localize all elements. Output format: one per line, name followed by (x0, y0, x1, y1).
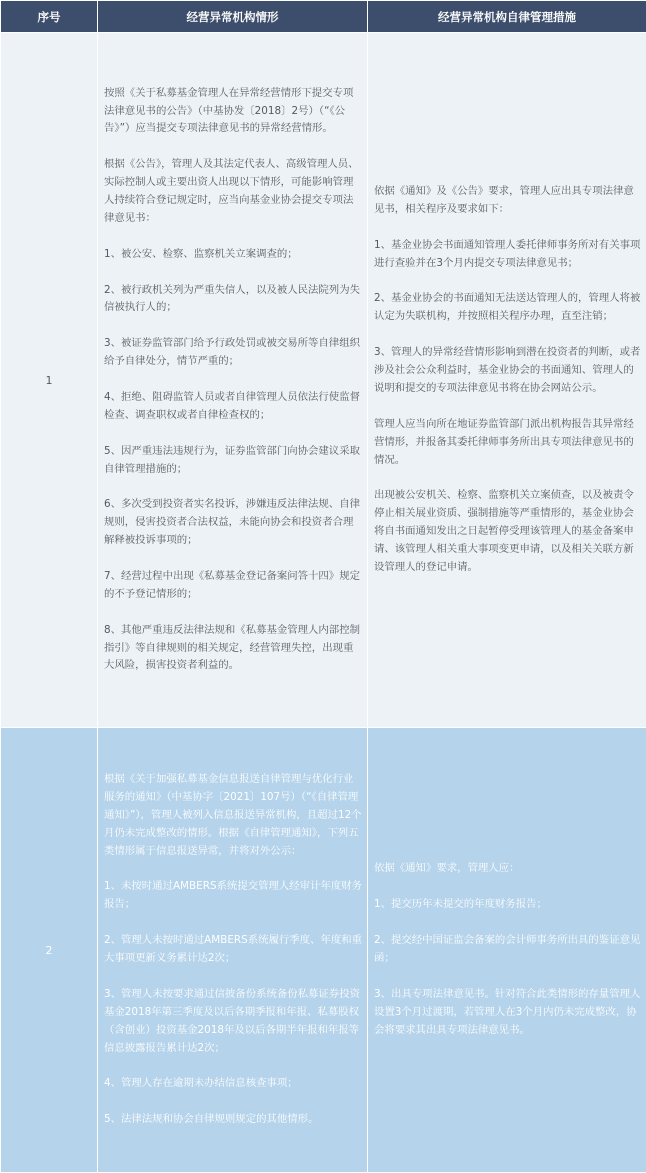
situation-paragraph: 2、被行政机关列为严重失信人，以及被人民法院列为失信被执行人的； (104, 283, 360, 314)
table-row (1, 33, 646, 728)
situation-paragraph: 1、未按时通过AMBERS系统提交管理人经审计年度财务报告； (104, 880, 363, 911)
measure-paragraph: 2、提交经中国证监会备案的会计师事务所出具的鉴证意见函； (374, 934, 641, 964)
situation-paragraph: 3、管理人未按要求通过信披备份系统备份私募证券投资基金2018年第三季度及以后各期季报和年报、私募股权（含创业）投资基金2018年及以后各期半年报和年报等信息披露报告累计达2次； (104, 987, 360, 1054)
measure-paragraph: 3、管理人的异常经营情形影响到潜在投资者的判断，或者涉及社会公众利益时，基金业协会的书面通知、管理人的说明和提交的专项法律意见书将在协会网站公示。 (374, 346, 641, 394)
header-self-regulatory-measures: 经营异常机构自律管理措施 (368, 1, 646, 33)
measure-paragraph: 2、基金业协会的书面通知无法送达管理人的，管理人将被认定为失联机构，并按照相关程序办理，直至注销； (374, 292, 641, 323)
measures-cell (368, 728, 646, 1173)
measure-paragraph: 1、提交历年未提交的年度财务报告； (374, 898, 547, 911)
situation-paragraph: 5、因严重违法违规行为，证券监管部门向协会建议采取自律管理措施的； (104, 444, 360, 475)
table-header-row (1, 1, 646, 33)
measure-paragraph: 依据《通知》及《公告》要求，管理人应出具专项法律意见书，相关程序及要求如下： (374, 185, 634, 215)
measure-paragraph: 3、出具专项法律意见书。针对符合此类情形的存量管理人设置3个月过渡期，若管理人在3个月内仍未完成整改，协会将要求其出具专项法律意见书。 (374, 987, 641, 1036)
situation-paragraph: 2、管理人未按时通过AMBERS系统履行季度、年度和重大事项更新义务累计达2次； (104, 934, 363, 964)
situation-paragraph: 4、拒绝、阻碍监管人员或者自律管理人员依法行使监督检查、调查职权或者自律检查权的； (104, 390, 360, 421)
situation-paragraph: 3、被证券监管部门给予行政处罚或被交易所等自律组织给予自律处分，情节严重的； (104, 337, 360, 368)
header-serial-number: 序号 (1, 1, 98, 33)
situation-paragraph: 6、多次受到投资者实名投诉，涉嫌违反法律法规、自律规则，侵害投资者合法权益，未能向协会和投资者合理解释被投诉事项的； (104, 498, 360, 547)
situation-paragraph: 4、管理人存在逾期未办结信息核查事项； (104, 1077, 298, 1090)
situations-cell (98, 728, 368, 1173)
row-number: 1 (1, 33, 98, 728)
measure-paragraph: 1、基金业协会书面通知管理人委托律师事务所对有关事项进行查验并在3个月内提交专项法律意见书； (374, 238, 641, 269)
situation-paragraph: 7、经营过程中出现《私募基金登记备案问答十四》规定的不予登记情形的； (104, 569, 360, 600)
measure-paragraph: 出现被公安机关、检察、监察机关立案侦查，以及被责令停止相关展业资质、强制措施等严重情形的，基金业协会将自书面通知发出之日起暂停受理该管理人的基金备案申请、该管理人相关重大事项变更申请，以及相关关联方新设管理人的登记申请。 (374, 489, 634, 574)
situation-paragraph: 按照《关于私募基金管理人在异常经营情形下提交专项法律意见书的公告》（中基协发〔2018〕2号）（“《公告》”）应当提交专项法律意见书的异常经营情形。 (104, 86, 354, 135)
table-row (1, 728, 646, 1173)
situation-paragraph: 根据《公告》，管理人及其法定代表人、高级管理人员、实际控制人或主要出资人出现以下情形，可能影响管理人持续符合登记规定时，应当向基金业协会提交专项法律意见书： (104, 158, 359, 224)
measure-paragraph: 管理人应当向所在地证券监管部门派出机构报告其异常经营情形，并报备其委托律师事务所出具专项法律意见书的情况。 (374, 417, 634, 466)
situation-paragraph: 5、法律法规和协会自律规则规定的其他情形。 (104, 1113, 319, 1126)
situation-paragraph: 8、其他严重违反法律法规和《私募基金管理人内部控制指引》等自律规则的相关规定，经营管理失控，出现重大风险，损害投资者利益的。 (104, 623, 360, 672)
situation-paragraph: 根据《关于加强私募基金信息报送自律管理与优化行业服务的通知》（中基协字〔2021〕107号）（“《自律管理通知》”），管理人被列入信息报送异常机构，且超过12个月仍未完成整改的情形。根据《自律管理通知》，下列五类情形属于信息报送异常，并将对外公示： (104, 772, 362, 857)
situation-paragraph: 1、被公安、检察、监察机关立案调查的； (104, 247, 298, 260)
measures-cell (368, 33, 646, 728)
header-abnormal-situations: 经营异常机构情形 (98, 1, 368, 33)
situations-cell (98, 33, 368, 728)
measure-paragraph: 依据《通知》要求，管理人应： (374, 862, 520, 875)
row-number: 2 (1, 728, 98, 1173)
